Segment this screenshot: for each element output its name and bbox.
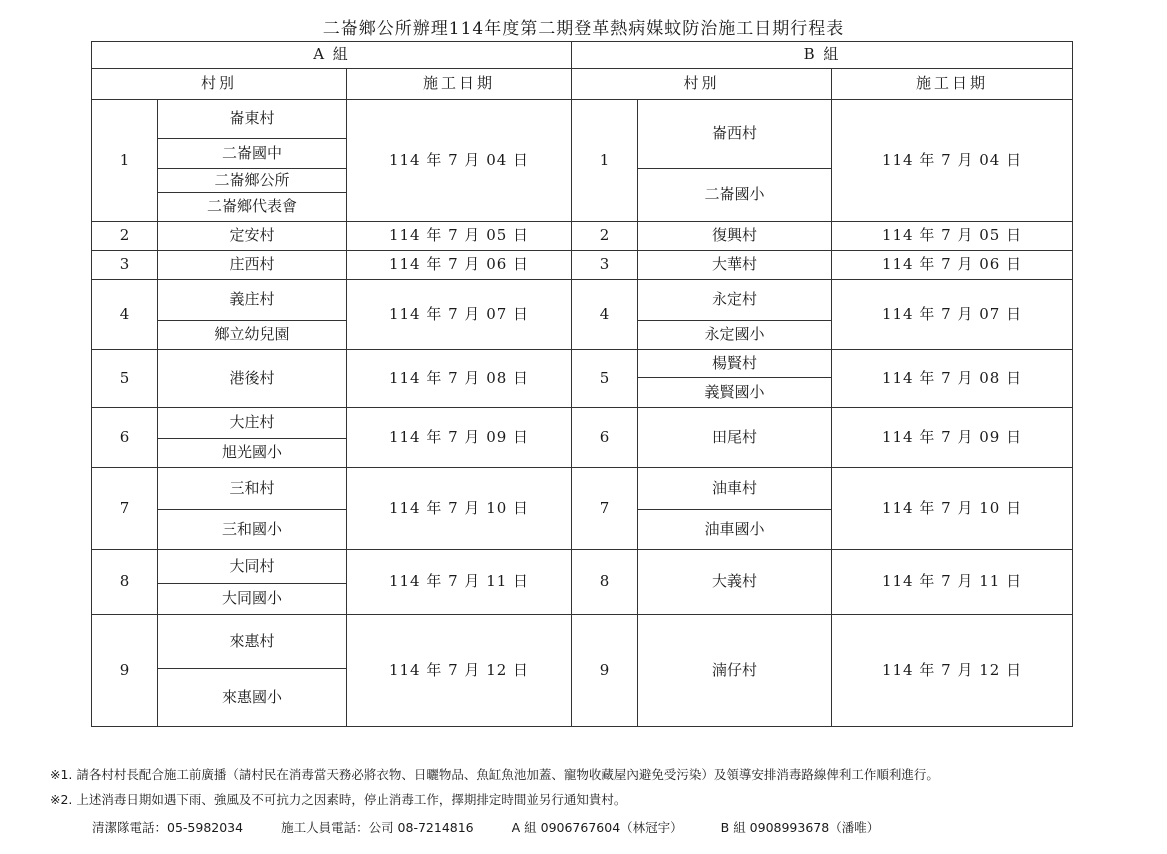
group-a-header: A 組 <box>92 42 572 69</box>
b-date-cell: 114 年 7 月 07 日 <box>832 280 1073 350</box>
a-row-number: 3 <box>92 251 158 280</box>
b-village-cell: 田尾村 <box>638 408 832 468</box>
b-date-header: 施工日期 <box>832 69 1073 100</box>
table-row <box>92 468 1073 510</box>
cleaning-team-phone: 清潔隊電話：05-5982034 <box>92 820 244 835</box>
a-date-header: 施工日期 <box>347 69 572 100</box>
b-row-number: 5 <box>572 350 638 408</box>
a-row-number: 9 <box>92 615 158 727</box>
a-village-cell: 定安村 <box>158 222 347 251</box>
a-village-cell: 港後村 <box>158 350 347 408</box>
a-row-number: 4 <box>92 280 158 350</box>
table-row <box>92 615 1073 669</box>
table-row <box>92 280 1073 321</box>
a-village-cell: 崙東村 <box>158 100 347 139</box>
b-village-cell: 崙西村 <box>638 100 832 169</box>
a-date-cell: 114 年 7 月 11 日 <box>347 550 572 615</box>
a-village-cell: 庄西村 <box>158 251 347 280</box>
a-village-cell: 二崙鄉代表會 <box>158 193 347 222</box>
a-village-header: 村別 <box>92 69 347 100</box>
b-date-cell: 114 年 7 月 08 日 <box>832 350 1073 408</box>
a-row-number: 5 <box>92 350 158 408</box>
b-village-cell: 永定國小 <box>638 321 832 350</box>
a-date-cell: 114 年 7 月 10 日 <box>347 468 572 550</box>
b-row-number: 2 <box>572 222 638 251</box>
b-row-number: 3 <box>572 251 638 280</box>
b-row-number: 7 <box>572 468 638 550</box>
a-row-number: 1 <box>92 100 158 222</box>
a-village-cell: 鄉立幼兒園 <box>158 321 347 350</box>
group-b-header: B 組 <box>572 42 1073 69</box>
b-row-number: 8 <box>572 550 638 615</box>
a-date-cell: 114 年 7 月 08 日 <box>347 350 572 408</box>
b-date-cell: 114 年 7 月 09 日 <box>832 408 1073 468</box>
a-date-cell: 114 年 7 月 07 日 <box>347 280 572 350</box>
staff-phone: 施工人員電話：公司 08-7214816 <box>281 820 474 835</box>
group-b-contact: B 組 0908993678（潘唯） <box>720 820 880 835</box>
a-village-cell: 三和村 <box>158 468 347 510</box>
table-row <box>92 350 1073 378</box>
b-village-cell: 二崙國小 <box>638 169 832 222</box>
b-village-cell: 大義村 <box>638 550 832 615</box>
b-row-number: 4 <box>572 280 638 350</box>
a-village-cell: 二崙鄉公所 <box>158 169 347 193</box>
table-row <box>92 251 1073 280</box>
a-date-cell: 114 年 7 月 04 日 <box>347 100 572 222</box>
b-village-cell: 義賢國小 <box>638 378 832 408</box>
document-title: 二崙鄉公所辦理114年度第二期登革熱病媒蚊防治施工日期行程表 <box>322 19 845 39</box>
a-row-number: 2 <box>92 222 158 251</box>
a-village-cell: 來惠國小 <box>158 669 347 727</box>
a-row-number: 6 <box>92 408 158 468</box>
note-1: ※1. 請各村村長配合施工前廣播（請村民在消毒當天務必將衣物、日曬物品、魚缸魚池加蓋、寵物收藏屋內避免受污染）及領導安排消毒路線俾利工作順利進行。 <box>50 767 939 782</box>
a-village-cell: 大庄村 <box>158 408 347 439</box>
a-date-cell: 114 年 7 月 09 日 <box>347 408 572 468</box>
group-a-contact: A 組 0906767604（林冠宇） <box>511 820 683 835</box>
table-row <box>92 550 1073 584</box>
b-village-cell: 楊賢村 <box>638 350 832 378</box>
a-date-cell: 114 年 7 月 12 日 <box>347 615 572 727</box>
b-village-cell: 永定村 <box>638 280 832 321</box>
note-2: ※2. 上述消毒日期如遇下雨、強風及不可抗力之因素時，停止消毒工作，擇期排定時間並另行通知貴村。 <box>50 792 627 807</box>
schedule-table <box>91 41 1073 727</box>
a-village-cell: 三和國小 <box>158 510 347 550</box>
a-date-cell: 114 年 7 月 05 日 <box>347 222 572 251</box>
a-village-cell: 大同國小 <box>158 584 347 615</box>
b-village-header: 村別 <box>572 69 832 100</box>
b-date-cell: 114 年 7 月 12 日 <box>832 615 1073 727</box>
b-date-cell: 114 年 7 月 04 日 <box>832 100 1073 222</box>
b-date-cell: 114 年 7 月 10 日 <box>832 468 1073 550</box>
b-village-cell: 大華村 <box>638 251 832 280</box>
contact-line <box>92 818 913 836</box>
b-row-number: 1 <box>572 100 638 222</box>
a-village-cell: 來惠村 <box>158 615 347 669</box>
b-date-cell: 114 年 7 月 11 日 <box>832 550 1073 615</box>
a-village-cell: 義庄村 <box>158 280 347 321</box>
b-village-cell: 油車國小 <box>638 510 832 550</box>
b-village-cell: 湳仔村 <box>638 615 832 727</box>
a-row-number: 7 <box>92 468 158 550</box>
a-village-cell: 二崙國中 <box>158 139 347 169</box>
b-date-cell: 114 年 7 月 06 日 <box>832 251 1073 280</box>
a-village-cell: 旭光國小 <box>158 439 347 468</box>
b-village-cell: 油車村 <box>638 468 832 510</box>
b-row-number: 6 <box>572 408 638 468</box>
table-row <box>92 222 1073 251</box>
table-row <box>92 408 1073 439</box>
b-village-cell: 復興村 <box>638 222 832 251</box>
a-row-number: 8 <box>92 550 158 615</box>
table-row <box>92 100 1073 139</box>
a-village-cell: 大同村 <box>158 550 347 584</box>
b-row-number: 9 <box>572 615 638 727</box>
b-date-cell: 114 年 7 月 05 日 <box>832 222 1073 251</box>
a-date-cell: 114 年 7 月 06 日 <box>347 251 572 280</box>
